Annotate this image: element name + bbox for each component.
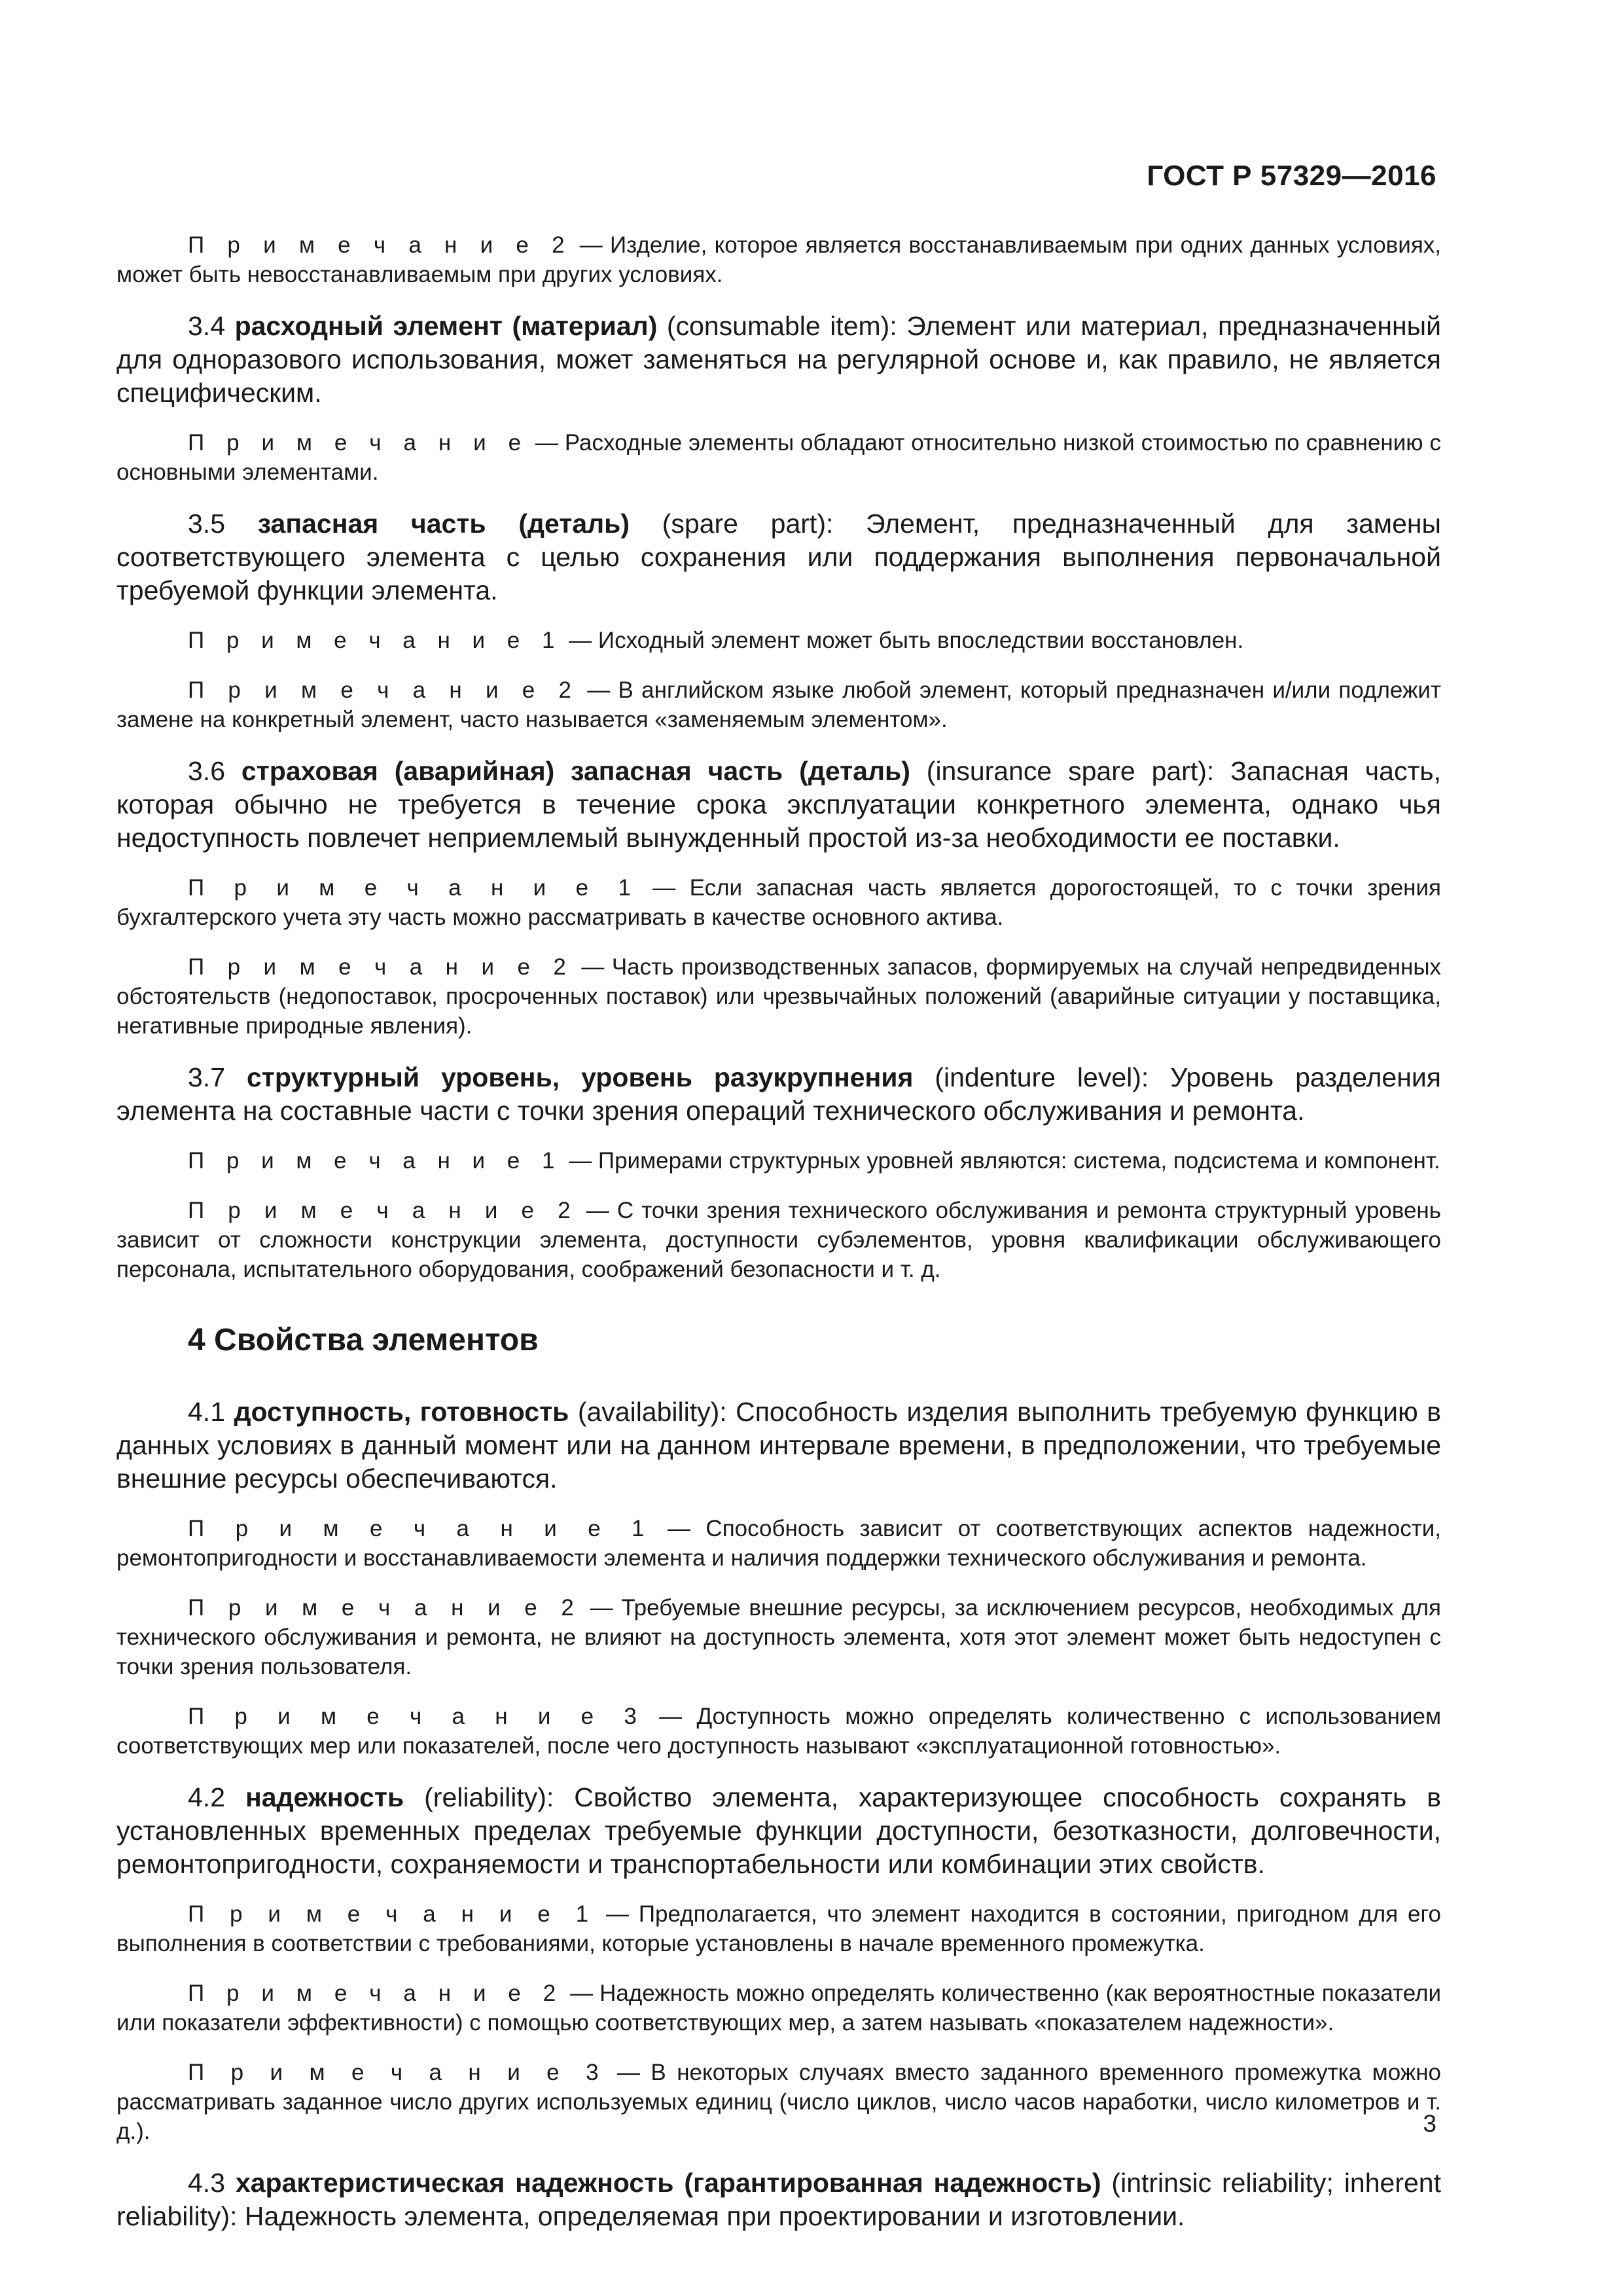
note: П р и м е ч а н и е 2 — Надежность можно определять количественно (как вероятностные показатели или показатели эффективности) с помощью соответствующих мер, а затем называть «показателем надежности». (116, 1981, 1441, 2036)
term-title: запасная часть (деталь) (257, 509, 630, 539)
term-title: расходный элемент (материал) (234, 311, 658, 341)
term-4-3: 4.3 характеристическая надежность (гарантированная надежность) (intrinsic reliability; inherent reliability): Надежность элемента, определяемая при проектировании и изготовлении. (116, 2168, 1441, 2231)
note: П р и м е ч а н и е 2 — В английском языке любой элемент, который предназначен и/или подлежит замене на конкретный элемент, часто называется «заменяемым элементом». (116, 677, 1441, 732)
note: П р и м е ч а н и е 2 — Требуемые внешние ресурсы, за исключением ресурсов, необходимых для технического обслуживания и ремонта, не влияют на доступность элемента, хотя этот элемент может быть недоступен с точки зрения пользователя. (116, 1595, 1441, 1679)
term-title: характеристическая надежность (гарантированная надежность) (235, 2168, 1101, 2198)
term-title: надежность (245, 1782, 404, 1812)
term-title: доступность, готовность (234, 1397, 569, 1427)
note: П р и м е ч а н и е 3 — В некоторых случаях вместо заданного временного промежутка можно рассматривать заданное число других используемых единиц (число циклов, число часов наработки, число километров и т. д.). (116, 2060, 1441, 2144)
term-3-7: 3.7 структурный уровень, уровень разукрупнения (indenture level): Уровень разделения элемента на составные части с точки зрения операций технического обслуживания и ремонта. (116, 1062, 1441, 1126)
page-number: 3 (1423, 2110, 1436, 2137)
note: П р и м е ч а н и е 2 — Часть производственных запасов, формируемых на случай непредвиденных обстоятельств (недопоставок, просроченных поставок) или чрезвычайных положений (аварийные ситуации у поставщика, негативные природные явления). (116, 954, 1441, 1039)
note: П р и м е ч а н и е 2 — С точки зрения технического обслуживания и ремонта структурный уровень зависит от сложности конструкции элемента, доступности субэлементов, уровня квалификации обслуживающего персонала, испытательного оборудования, соображений безопасности и т. д. (116, 1198, 1441, 1282)
standard-header: ГОСТ Р 57329—2016 (1147, 160, 1436, 192)
note: П р и м е ч а н и е 3 — Доступность можно определять количественно с использованием соответствующих мер или показателей, после чего доступность называют «эксплуатационной готовностью». (116, 1704, 1442, 1759)
note: П р и м е ч а н и е 1 — Предполагается, что элемент находится в состоянии, пригодном для его выполнения в соответствии с требованиями, которые установлены в начале временного промежутка. (116, 1901, 1441, 1956)
term-4-2: 4.2 надежность (reliability): Свойство элемента, характеризующее способность сохранять в установленных временных пределах требуемые функции доступности, безотказности, долговечности, ремонтопригодности, сохраняемости и транспортабельности или комбинации этих свойств. (116, 1782, 1441, 1879)
term-3-5: 3.5 запасная часть (деталь) (spare part): Элемент, предназначенный для замены соответствующего элемента с целью сохранения или поддержания выполнения первоначальной требуемой функции элемента. (116, 509, 1441, 605)
note: П р и м е ч а н и е 1 — Примерами структурных уровней являются: система, подсистема и компонент. (188, 1148, 1440, 1174)
page-content (116, 230, 1441, 2251)
note: П р и м е ч а н и е — Расходные элементы обладают относительно низкой стоимостью по сравнению с основными элементами. (116, 430, 1441, 485)
note: П р и м е ч а н и е 1 — Если запасная часть является дорогостоящей, то с точки зрения бухгалтерского учета эту часть можно рассматривать в качестве основного актива. (116, 875, 1442, 930)
note: П р и м е ч а н и е 2 — Изделие, которое является восстанавливаемым при одних данных условиях, может быть невосстанавливаемым при других условиях. (116, 232, 1441, 287)
note: П р и м е ч а н и е 1 — Способность зависит от соответствующих аспектов надежности, ремонтопригодности и восстанавливаемости элемента и наличия поддержки технического обслуживания и ремонта. (116, 1516, 1441, 1571)
term-title: структурный уровень, уровень разукрупнения (246, 1062, 914, 1092)
term-4-1: 4.1 доступность, готовность (availability): Способность изделия выполнить требуемую функцию в данных условиях в данный момент или на данном интервале времени, в предположении, что требуемые внешние ресурсы обеспечиваются. (116, 1397, 1441, 1494)
section-heading: 4 Свойства элементов (188, 1323, 539, 1357)
term-title: страховая (аварийная) запасная часть (деталь) (241, 756, 910, 786)
term-3-6: 3.6 страховая (аварийная) запасная часть (деталь) (insurance spare part): Запасная часть, которая обычно не требуется в течение срока эксплуатации конкретного элемента, однако чья недоступность повлечет неприемлемый вынужденный простой из-за необходимости ее поставки. (116, 756, 1441, 853)
term-3-4: 3.4 расходный элемент (материал) (consumable item): Элемент или материал, предназначенный для одноразового использования, может заменяться на регулярной основе и, как правило, не является специфическим. (116, 311, 1441, 408)
note: П р и м е ч а н и е 1 — Исходный элемент может быть впоследствии восстановлен. (188, 628, 1244, 653)
